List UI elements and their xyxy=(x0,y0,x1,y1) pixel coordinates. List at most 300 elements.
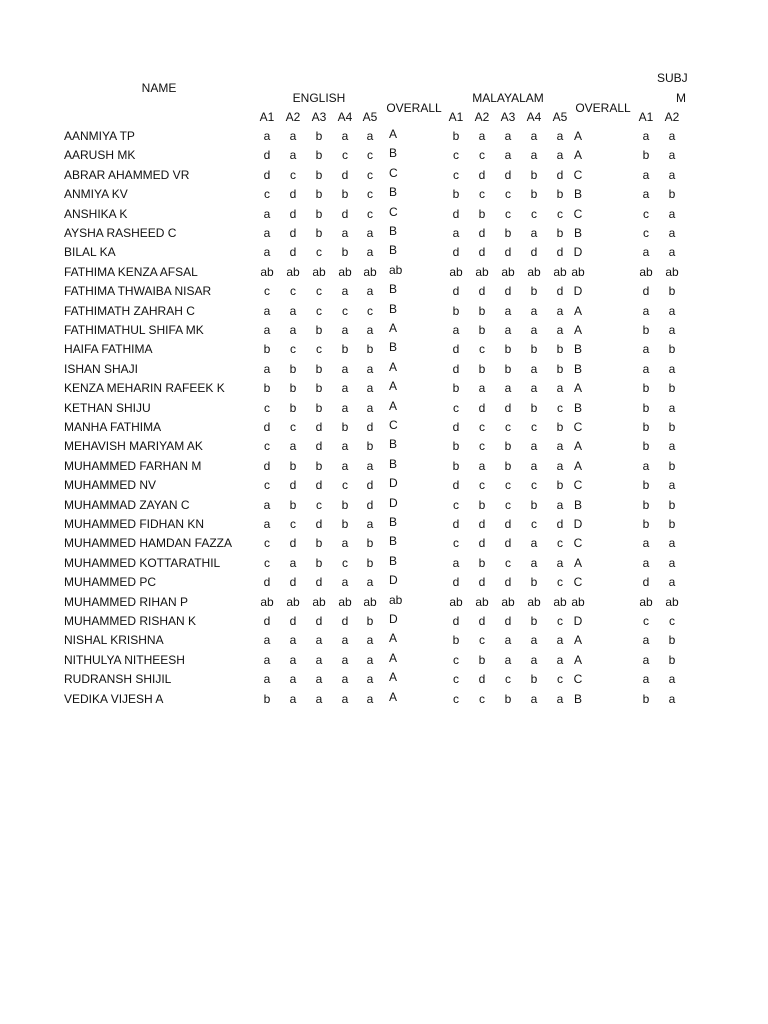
english-grade-a5: a xyxy=(366,517,374,531)
third-subject-grade-a1: ab xyxy=(639,595,653,609)
third-subject-grade-a1: a xyxy=(642,536,650,550)
malayalam-grade-a5: ab xyxy=(553,595,567,609)
third-subject-grade-a1: b xyxy=(642,420,650,434)
malayalam-grade-a5: a xyxy=(556,633,564,647)
third-subject-grade-a2: a xyxy=(668,207,676,221)
malayalam-grade-a4: d xyxy=(530,245,538,259)
english-grade-a2: c xyxy=(290,420,296,434)
student-name: AYSHA RASHEED C xyxy=(64,226,177,240)
english-grade-a3: ab xyxy=(312,265,326,279)
malayalam-grade-a3: c xyxy=(505,498,511,512)
english-grade-a3: b xyxy=(315,129,323,143)
english-grade-a3: c xyxy=(316,304,322,318)
malayalam-grade-a3: c xyxy=(505,420,511,434)
malayalam-grade-a3: a xyxy=(504,129,512,143)
english-grade-a2: c xyxy=(290,284,296,298)
english-grade-a5: a xyxy=(366,672,374,686)
malayalam-grade-a4: c xyxy=(531,420,537,434)
english-grade-a1: c xyxy=(264,401,270,415)
english-grade-a5: b xyxy=(366,614,374,628)
english-overall-grade: A xyxy=(389,127,398,141)
malayalam-grade-a4: ab xyxy=(527,595,541,609)
english-grade-a5: c xyxy=(367,148,373,162)
english-grade-a1: b xyxy=(263,381,271,395)
english-grade-a4: a xyxy=(341,129,349,143)
name-header: NAME xyxy=(141,81,177,95)
english-grade-a1: c xyxy=(264,556,270,570)
malayalam-grade-a1: d xyxy=(452,245,460,259)
malayalam-grade-a3: c xyxy=(505,478,511,492)
malayalam-grade-a5: d xyxy=(556,245,564,259)
malayalam-grade-a5: a xyxy=(556,381,564,395)
student-name: ANMIYA KV xyxy=(64,187,128,201)
malayalam-grade-a3: c xyxy=(505,556,511,570)
english-overall-grade: B xyxy=(389,554,398,568)
third-subject-grade-a1: a xyxy=(642,187,650,201)
third-subject-grade-a2: a xyxy=(668,168,676,182)
english-grade-a1: a xyxy=(263,207,271,221)
malayalam-grade-a4: a xyxy=(530,633,538,647)
english-grade-a1: c xyxy=(264,439,270,453)
third-subject-grade-a2: b xyxy=(668,633,676,647)
malayalam-grade-a4: b xyxy=(530,498,538,512)
malayalam-grade-a5: ab xyxy=(553,265,567,279)
third-subject-grade-a2: b xyxy=(668,381,676,395)
english-grade-a3: b xyxy=(315,459,323,473)
english-grade-a1: d xyxy=(263,420,271,434)
student-name: ISHAN SHAJI xyxy=(64,362,139,376)
malayalam-grade-a5: c xyxy=(557,575,563,589)
english-grade-a1: b xyxy=(263,692,271,706)
malayalam-grade-a2: d xyxy=(478,517,486,531)
english-grade-a4: a xyxy=(341,401,349,415)
english-grade-a1: c xyxy=(264,187,270,201)
malayalam-grade-a1: d xyxy=(452,614,460,628)
malayalam-grade-a5: b xyxy=(556,420,564,434)
english-grade-a1: a xyxy=(263,304,271,318)
malayalam-grade-a3: a xyxy=(504,653,512,667)
malayalam-grade-a3: d xyxy=(504,284,512,298)
malayalam-grade-a2: d xyxy=(478,614,486,628)
third-subject-grade-a1: b xyxy=(642,692,650,706)
english-grade-a2: a xyxy=(289,323,297,337)
english-grade-a1: a xyxy=(263,323,271,337)
english-header: ENGLISH xyxy=(292,91,346,105)
malayalam-overall-grade: B xyxy=(573,498,583,512)
english-grade-a5: b xyxy=(366,536,374,550)
malayalam-grade-a5: b xyxy=(556,362,564,376)
english-grade-a2: a xyxy=(289,129,297,143)
third-subject-a1-header: A1 xyxy=(638,110,654,124)
malayalam-grade-a2: d xyxy=(478,401,486,415)
english-grade-a3: b xyxy=(315,207,323,221)
english-grade-a3: d xyxy=(315,517,323,531)
malayalam-grade-a4: a xyxy=(530,556,538,570)
malayalam-grade-a4: c xyxy=(531,207,537,221)
english-grade-a4: d xyxy=(341,207,349,221)
english-grade-a1: d xyxy=(263,148,271,162)
english-grade-a5: ab xyxy=(363,595,377,609)
third-subject-grade-a2: b xyxy=(668,187,676,201)
english-overall-grade: C xyxy=(389,418,398,432)
malayalam-grade-a4: b xyxy=(530,168,538,182)
english-overall-grade: B xyxy=(389,185,398,199)
malayalam-grade-a5: c xyxy=(557,614,563,628)
english-grade-a5: a xyxy=(366,323,374,337)
malayalam-grade-a3: b xyxy=(504,459,512,473)
malayalam-grade-a1: b xyxy=(452,381,460,395)
student-name: ABRAR AHAMMED VR xyxy=(64,168,190,182)
english-grade-a1: c xyxy=(264,478,270,492)
malayalam-grade-a2: c xyxy=(479,148,485,162)
english-overall-grade: B xyxy=(389,457,398,471)
third-subject-grade-a1: a xyxy=(642,342,650,356)
malayalam-grade-a2: c xyxy=(479,420,485,434)
english-grade-a4: b xyxy=(341,187,349,201)
english-grade-a2: b xyxy=(289,459,297,473)
english-grade-a3: b xyxy=(315,401,323,415)
student-name: MUHAMMED KOTTARATHIL xyxy=(64,556,221,570)
malayalam-grade-a5: a xyxy=(556,304,564,318)
english-grade-a4: a xyxy=(341,575,349,589)
english-grade-a4: b xyxy=(341,517,349,531)
english-grade-a2: a xyxy=(289,304,297,318)
malayalam-grade-a5: a xyxy=(556,459,564,473)
malayalam-overall-grade: B xyxy=(573,226,583,240)
english-overall-grade: D xyxy=(389,496,398,510)
malayalam-a5-header: A5 xyxy=(552,110,568,124)
third-subject-grade-a2: a xyxy=(668,556,676,570)
english-grade-a2: d xyxy=(289,207,297,221)
malayalam-grade-a4: a xyxy=(530,459,538,473)
malayalam-grade-a2: b xyxy=(478,653,486,667)
malayalam-overall-grade: B xyxy=(573,362,583,376)
malayalam-overall-grade: A xyxy=(573,439,583,453)
third-subject-grade-a2: b xyxy=(668,284,676,298)
malayalam-grade-a5: b xyxy=(556,478,564,492)
english-grade-a5: c xyxy=(367,304,373,318)
english-grade-a5: d xyxy=(366,478,374,492)
english-grade-a1: d xyxy=(263,168,271,182)
malayalam-overall-grade: A xyxy=(573,381,583,395)
malayalam-grade-a1: c xyxy=(453,672,459,686)
english-grade-a4: c xyxy=(342,148,348,162)
third-subject-grade-a1: a xyxy=(642,653,650,667)
malayalam-grade-a4: ab xyxy=(527,265,541,279)
malayalam-grade-a2: d xyxy=(478,672,486,686)
english-grade-a3: c xyxy=(316,498,322,512)
english-grade-a5: a xyxy=(366,226,374,240)
malayalam-grade-a2: c xyxy=(479,633,485,647)
malayalam-grade-a3: ab xyxy=(501,265,515,279)
english-grade-a1: a xyxy=(263,362,271,376)
english-grade-a2: c xyxy=(290,517,296,531)
malayalam-grade-a5: a xyxy=(556,148,564,162)
malayalam-grade-a2: c xyxy=(479,187,485,201)
student-name: HAIFA FATHIMA xyxy=(64,342,153,356)
malayalam-grade-a3: b xyxy=(504,226,512,240)
malayalam-grade-a5: c xyxy=(557,536,563,550)
english-grade-a4: b xyxy=(341,245,349,259)
english-overall-grade: B xyxy=(389,437,398,451)
english-overall-grade: D xyxy=(389,476,398,490)
english-grade-a1: a xyxy=(263,226,271,240)
malayalam-grade-a5: d xyxy=(556,284,564,298)
english-overall-header: OVERALL xyxy=(386,101,442,115)
malayalam-grade-a4: a xyxy=(530,692,538,706)
english-grade-a5: d xyxy=(366,498,374,512)
third-subject-grade-a2: ab xyxy=(665,595,679,609)
english-grade-a5: c xyxy=(367,168,373,182)
student-name: MUHAMMED RIHAN P xyxy=(64,595,189,609)
malayalam-grade-a3: d xyxy=(504,536,512,550)
malayalam-a2-header: A2 xyxy=(474,110,490,124)
student-name: MEHAVISH MARIYAM AK xyxy=(64,439,203,453)
malayalam-grade-a3: a xyxy=(504,381,512,395)
malayalam-grade-a4: b xyxy=(530,342,538,356)
english-grade-a2: d xyxy=(289,478,297,492)
malayalam-grade-a1: b xyxy=(452,633,460,647)
malayalam-grade-a1: b xyxy=(452,187,460,201)
english-overall-grade: B xyxy=(389,146,398,160)
malayalam-grade-a1: d xyxy=(452,207,460,221)
malayalam-grade-a4: a xyxy=(530,129,538,143)
malayalam-grade-a2: b xyxy=(478,498,486,512)
malayalam-grade-a2: b xyxy=(478,323,486,337)
english-grade-a4: d xyxy=(341,614,349,628)
malayalam-overall-grade: A xyxy=(573,633,583,647)
malayalam-grade-a5: d xyxy=(556,517,564,531)
third-subject-grade-a2: b xyxy=(668,653,676,667)
malayalam-grade-a2: d xyxy=(478,575,486,589)
malayalam-grade-a1: a xyxy=(452,226,460,240)
third-subject-grade-a1: c xyxy=(643,614,649,628)
third-subject-grade-a1: a xyxy=(642,556,650,570)
english-grade-a3: d xyxy=(315,614,323,628)
student-name: KENZA MEHARIN RAFEEK K xyxy=(64,381,225,395)
malayalam-grade-a5: a xyxy=(556,498,564,512)
english-grade-a5: b xyxy=(366,439,374,453)
malayalam-grade-a4: a xyxy=(530,148,538,162)
malayalam-overall-grade: ab xyxy=(571,265,585,279)
english-overall-grade: A xyxy=(389,651,398,665)
malayalam-grade-a4: c xyxy=(531,517,537,531)
english-grade-a2: b xyxy=(289,362,297,376)
third-subject-grade-a2: c xyxy=(669,614,675,628)
malayalam-grade-a3: b xyxy=(504,362,512,376)
malayalam-a3-header: A3 xyxy=(500,110,516,124)
malayalam-a1-header: A1 xyxy=(448,110,464,124)
student-name: BILAL KA xyxy=(64,245,116,259)
english-grade-a5: d xyxy=(366,420,374,434)
english-grade-a4: a xyxy=(341,381,349,395)
english-grade-a2: ab xyxy=(286,595,300,609)
third-subject-grade-a2: a xyxy=(668,672,676,686)
english-grade-a4: b xyxy=(341,420,349,434)
third-subject-grade-a2: a xyxy=(668,226,676,240)
english-grade-a5: a xyxy=(366,129,374,143)
english-grade-a3: b xyxy=(315,556,323,570)
english-grade-a2: b xyxy=(289,498,297,512)
malayalam-overall-header: OVERALL xyxy=(575,101,631,115)
english-grade-a4: a xyxy=(341,439,349,453)
student-name: NITHULYA NITHEESH xyxy=(64,653,185,667)
english-grade-a5: a xyxy=(366,653,374,667)
english-grade-a5: a xyxy=(366,575,374,589)
student-name: VEDIKA VIJESH A xyxy=(64,692,164,706)
third-subject-grade-a2: a xyxy=(668,304,676,318)
malayalam-overall-grade: A xyxy=(573,556,583,570)
malayalam-header: MALAYALAM xyxy=(472,91,544,105)
english-overall-grade: ab xyxy=(389,593,403,607)
english-grade-a3: c xyxy=(316,245,322,259)
english-grade-a5: a xyxy=(366,633,374,647)
malayalam-grade-a2: b xyxy=(478,362,486,376)
third-subject-grade-a1: b xyxy=(642,439,650,453)
malayalam-grade-a1: d xyxy=(452,517,460,531)
english-overall-grade: D xyxy=(389,573,398,587)
malayalam-grade-a1: d xyxy=(452,478,460,492)
english-grade-a1: d xyxy=(263,575,271,589)
malayalam-grade-a4: a xyxy=(530,226,538,240)
malayalam-overall-grade: A xyxy=(573,459,583,473)
third-subject-grade-a2: b xyxy=(668,342,676,356)
english-overall-grade: B xyxy=(389,534,398,548)
english-grade-a4: a xyxy=(341,284,349,298)
third-subject-a2-header: A2 xyxy=(664,110,680,124)
english-grade-a3: b xyxy=(315,536,323,550)
malayalam-grade-a3: d xyxy=(504,517,512,531)
english-a3-header: A3 xyxy=(311,110,327,124)
malayalam-grade-a3: c xyxy=(505,187,511,201)
english-overall-grade: B xyxy=(389,302,398,316)
student-name: ANSHIKA K xyxy=(64,207,128,221)
malayalam-grade-a1: c xyxy=(453,498,459,512)
english-grade-a4: a xyxy=(341,362,349,376)
malayalam-grade-a3: ab xyxy=(501,595,515,609)
malayalam-a4-header: A4 xyxy=(526,110,542,124)
english-grade-a2: d xyxy=(289,536,297,550)
third-subject-grade-a1: b xyxy=(642,323,650,337)
third-subject-grade-a1: b xyxy=(642,478,650,492)
malayalam-overall-grade: B xyxy=(573,342,583,356)
english-grade-a5: a xyxy=(366,284,374,298)
malayalam-grade-a1: c xyxy=(453,692,459,706)
english-grade-a1: ab xyxy=(260,595,274,609)
malayalam-grade-a1: ab xyxy=(449,265,463,279)
english-grade-a1: d xyxy=(263,614,271,628)
malayalam-grade-a4: a xyxy=(530,536,538,550)
english-grade-a4: a xyxy=(341,672,349,686)
english-overall-grade: A xyxy=(389,399,398,413)
third-subject-grade-a1: d xyxy=(642,575,650,589)
english-grade-a2: a xyxy=(289,633,297,647)
english-grade-a2: d xyxy=(289,245,297,259)
malayalam-grade-a1: d xyxy=(452,342,460,356)
english-grade-a3: d xyxy=(315,478,323,492)
english-grade-a5: a xyxy=(366,401,374,415)
english-grade-a1: a xyxy=(263,129,271,143)
english-grade-a2: b xyxy=(289,401,297,415)
english-grade-a2: a xyxy=(289,692,297,706)
english-grade-a5: a xyxy=(366,362,374,376)
student-name: MUHAMMED FARHAN M xyxy=(64,459,202,473)
subjects-header: SUBJ xyxy=(657,71,688,85)
third-subject-grade-a2: b xyxy=(668,420,676,434)
third-subject-grade-a2: a xyxy=(668,401,676,415)
malayalam-grade-a2: d xyxy=(478,284,486,298)
english-grade-a3: b xyxy=(315,187,323,201)
english-a4-header: A4 xyxy=(337,110,353,124)
english-overall-grade: B xyxy=(389,243,398,257)
malayalam-grade-a1: a xyxy=(452,323,460,337)
english-grade-a3: ab xyxy=(312,595,326,609)
third-subject-grade-a2: b xyxy=(668,459,676,473)
third-subject-grade-a1: a xyxy=(642,304,650,318)
malayalam-grade-a4: b xyxy=(530,284,538,298)
third-subject-grade-a1: a xyxy=(642,245,650,259)
third-subject-grade-a1: c xyxy=(643,207,649,221)
third-subject-grade-a1: a xyxy=(642,672,650,686)
malayalam-grade-a1: b xyxy=(452,129,460,143)
malayalam-grade-a5: d xyxy=(556,168,564,182)
malayalam-overall-grade: B xyxy=(573,187,583,201)
english-grade-a2: a xyxy=(289,148,297,162)
malayalam-grade-a2: b xyxy=(478,304,486,318)
student-name: FATHIMA KENZA AFSAL xyxy=(64,265,198,279)
malayalam-grade-a5: b xyxy=(556,187,564,201)
malayalam-grade-a3: c xyxy=(505,672,511,686)
third-subject-grade-a2: a xyxy=(668,362,676,376)
english-grade-a4: ab xyxy=(338,595,352,609)
malayalam-grade-a1: c xyxy=(453,653,459,667)
malayalam-grade-a3: d xyxy=(504,245,512,259)
malayalam-grade-a4: b xyxy=(530,187,538,201)
third-subject-grade-a1: b xyxy=(642,517,650,531)
third-subject-grade-a2: a xyxy=(668,439,676,453)
english-grade-a2: a xyxy=(289,672,297,686)
english-overall-grade: A xyxy=(389,321,398,335)
malayalam-grade-a3: b xyxy=(504,342,512,356)
english-overall-grade: A xyxy=(389,670,398,684)
student-name: KETHAN SHIJU xyxy=(64,401,151,415)
malayalam-overall-grade: C xyxy=(573,420,583,434)
english-grade-a1: a xyxy=(263,672,271,686)
malayalam-overall-grade: A xyxy=(573,653,583,667)
malayalam-overall-grade: A xyxy=(573,304,583,318)
malayalam-grade-a1: ab xyxy=(449,595,463,609)
third-subject-grade-a1: ab xyxy=(639,265,653,279)
english-grade-a1: d xyxy=(263,459,271,473)
english-grade-a1: a xyxy=(263,653,271,667)
malayalam-grade-a3: d xyxy=(504,575,512,589)
malayalam-grade-a1: c xyxy=(453,536,459,550)
malayalam-overall-grade: ab xyxy=(571,595,585,609)
third-subject-grade-a2: ab xyxy=(665,265,679,279)
malayalam-grade-a5: a xyxy=(556,556,564,570)
malayalam-grade-a5: a xyxy=(556,653,564,667)
english-overall-grade: B xyxy=(389,340,398,354)
english-grade-a4: c xyxy=(342,478,348,492)
english-grade-a2: a xyxy=(289,439,297,453)
third-subject-grade-a2: a xyxy=(668,575,676,589)
third-subject-grade-a1: a xyxy=(642,168,650,182)
english-grade-a2: d xyxy=(289,575,297,589)
malayalam-grade-a4: b xyxy=(530,614,538,628)
malayalam-grade-a3: d xyxy=(504,401,512,415)
english-grade-a4: a xyxy=(341,226,349,240)
malayalam-grade-a1: b xyxy=(452,459,460,473)
